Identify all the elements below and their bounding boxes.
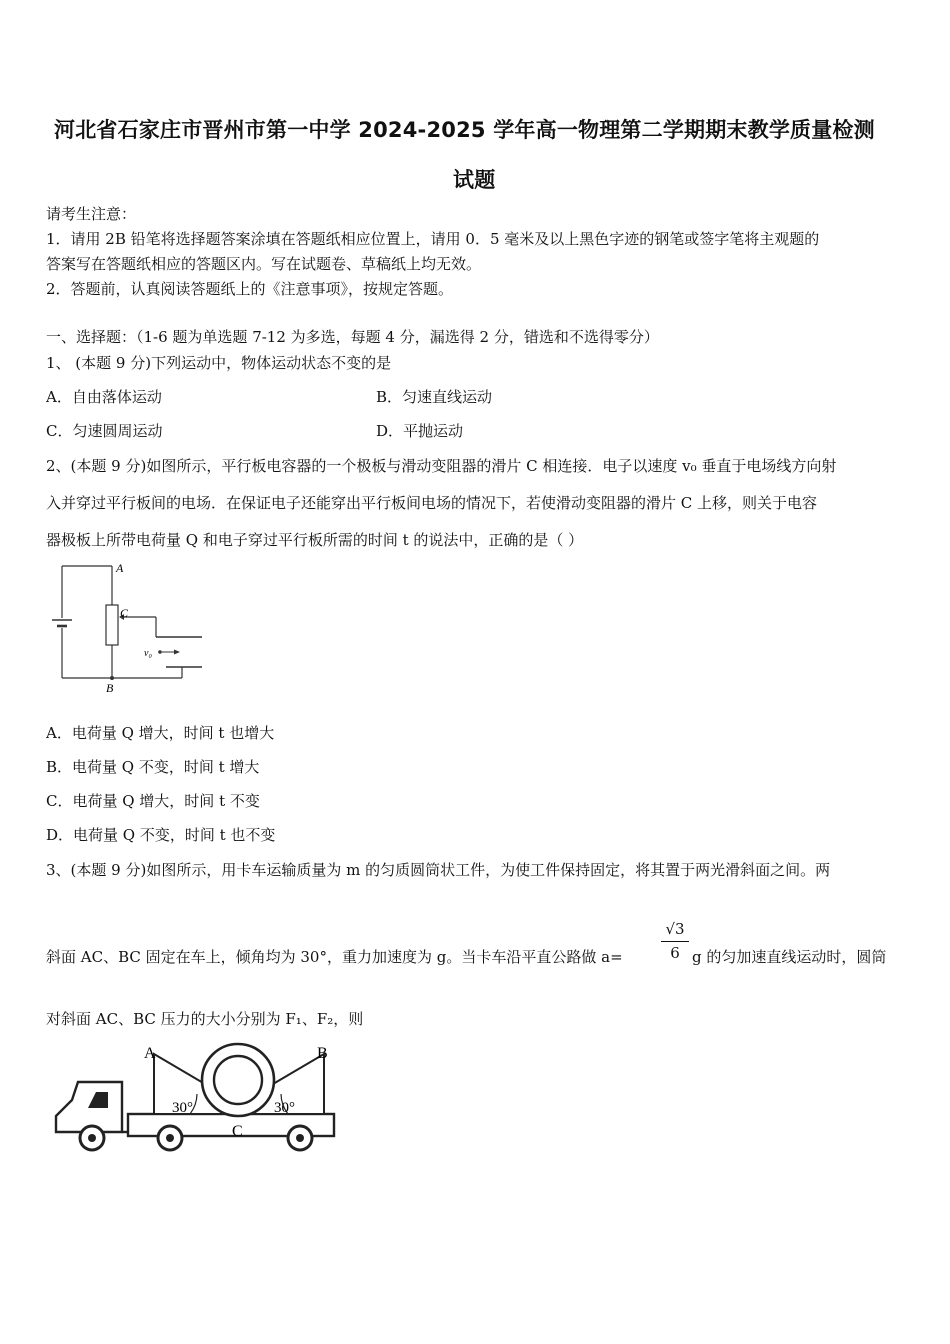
page-title-line2: 试题 — [453, 168, 496, 192]
section-header: 一、选择题：（1-6 题为单选题 7-12 为多选，每题 4 分，漏选得 2 分，错选和不选得零分） — [46, 328, 659, 346]
notice-heading: 请考生注意： — [46, 205, 137, 223]
fig-label-b: B — [317, 1045, 328, 1062]
question-3-stem-line-1: 3、(本题 9 分)如图所示，用卡车运输质量为 m 的匀质圆筒状工件，为使工件保持固定，将其置于两光滑斜面之间。两 — [46, 861, 831, 879]
fraction-numerator: √3 — [661, 920, 689, 942]
circuit-diagram — [48, 560, 208, 698]
fig-label-a: A — [144, 1045, 156, 1062]
fig-label-c: C — [232, 1123, 243, 1140]
acceleration-fraction — [661, 920, 689, 962]
question-1-option-c: C．匀速圆周运动 — [46, 422, 163, 440]
question-2-stem-line-1: 2、(本题 9 分)如图所示，平行板电容器的一个极板与滑动变阻器的滑片 C 相连接．电子以速度 v₀ 垂直于电场线方向射 — [46, 457, 837, 475]
question-1-stem: 1、 (本题 9 分)下列运动中，物体运动状态不变的是 — [46, 354, 392, 372]
notice-item-2: 2．答题前，认真阅读答题纸上的《注意事项》，按规定答题。 — [46, 280, 454, 298]
question-2-option-d: D．电荷量 Q 不变，时间 t 也不变 — [46, 826, 276, 844]
page-title: 河北省石家庄市晋州市第一中学 2024-2025 学年高一物理第二学期期末教学质量检测 — [54, 118, 875, 142]
question-3-stem-line-3: 对斜面 AC、BC 压力的大小分别为 F₁、F₂，则 — [46, 1010, 364, 1028]
fig-label-c: C — [120, 606, 129, 620]
question-2-stem-line-2: 入并穿过平行板间的电场．在保证电子还能穿出平行板间电场的情况下，若使滑动变阻器的滑片 C 上移，则关于电容 — [46, 494, 818, 512]
fig-label-b: B — [106, 681, 114, 695]
fig-angle-right: 30° — [274, 1100, 295, 1116]
notice-item-1-line-1: 1．请用 2B 铅笔将选择题答案涂填在答题纸相应位置上，请用 0．5 毫米及以上黑色字迹的钢笔或签字笔将主观题的 — [46, 230, 820, 248]
fig-label-a: A — [116, 561, 124, 575]
question-1-option-d: D．平抛运动 — [376, 422, 464, 440]
question-2-option-a: A．电荷量 Q 增大，时间 t 也增大 — [46, 724, 275, 742]
question-3-stem-line-2-pre: 斜面 AC、BC 固定在车上，倾角均为 30°，重力加速度为 g。当卡车沿平直公路做 a= — [46, 948, 623, 966]
fig-angle-left: 30° — [172, 1100, 193, 1116]
question-1-option-b: B．匀速直线运动 — [376, 388, 493, 406]
truck-diagram — [50, 1036, 345, 1156]
fraction-denominator: 6 — [670, 944, 680, 962]
question-2-option-b: B．电荷量 Q 不变，时间 t 增大 — [46, 758, 260, 776]
question-3-stem-line-2-post: g 的匀加速直线运动时，圆筒 — [692, 948, 887, 966]
notice-item-1-line-2: 答案写在答题纸相应的答题区内。写在试题卷、草稿纸上均无效。 — [46, 255, 482, 273]
fig-label-v0: v₀ — [144, 648, 152, 659]
question-1-option-a: A．自由落体运动 — [46, 388, 162, 406]
question-2-option-c: C．电荷量 Q 增大，时间 t 不变 — [46, 792, 260, 810]
question-2-stem-line-3: 器极板上所带电荷量 Q 和电子穿过平行板所需的时间 t 的说法中，正确的是（ ） — [46, 531, 584, 549]
